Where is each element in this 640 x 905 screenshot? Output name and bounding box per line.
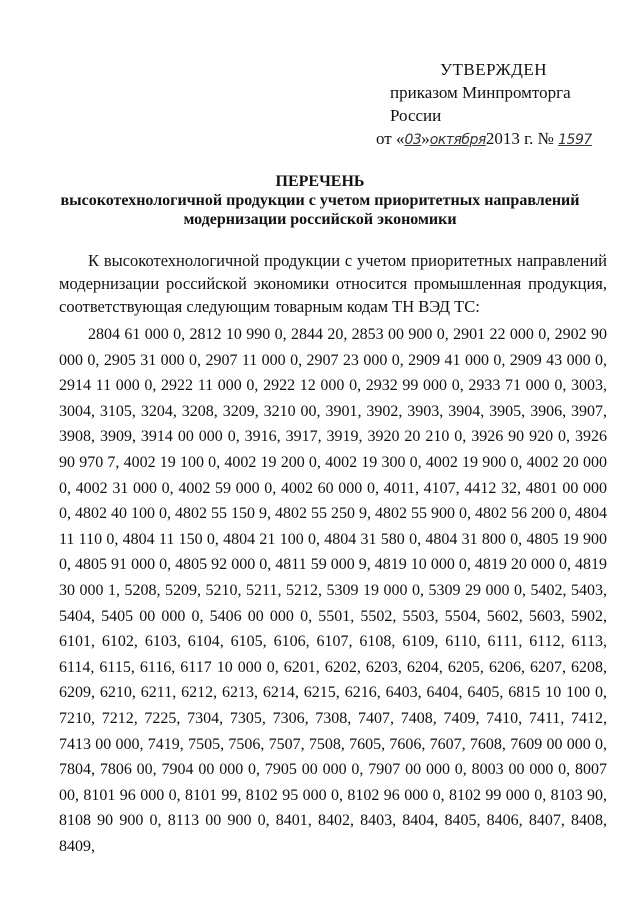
approval-date-line bbox=[376, 127, 620, 152]
order-number-handwritten: 1597 bbox=[558, 132, 592, 148]
date-prefix: от « bbox=[376, 129, 405, 148]
approval-order-line: приказом Минпромторга России bbox=[390, 83, 571, 125]
codes-paragraph: 2804 61 000 0, 2812 10 990 0, 2844 20, 2853 00 900 0, 2901 22 000 0, 2902 90 000 0, 2905 31 000 0, 2907 11 000 0, 2907 23 000 0, 2909 41 000 0, 2909 43 000 0, 2914 11 000 0, 2922 11 000 0, 2922 12 000 0, 2932 99 000 0, 2933 71 000 0, 3003, 3004, 3105, 3204, 3208, 3209, 3210 00, 3901, 3902, 3903, 3904, 3905, 3906, 3907, 3908, 3909, 3914 00 000 0, 3916, 3917, 3919, 3920 20 210 0, 3926 90 920 0, 3926 90 970 7, 4002 19 100 0, 4002 19 200 0, 4002 19 300 0, 4002 19 900 0, 4002 20 000 0, 4002 31 000 0, 4002 59 000 0, 4002 60 000 0, 4011, 4107, 4412 32, 4801 00 000 0, 4802 40 100 0, 4802 55 150 9, 4802 55 250 9, 4802 55 900 0, 4802 56 200 0, 4804 11 110 0, 4804 11 150 0, 4804 21 100 0, 4804 31 580 0, 4804 31 800 0, 4805 19 900 0, 4805 91 000 0, 4805 92 000 0, 4811 59 000 9, 4819 10 000 0, 4819 20 000 0, 4819 30 000 1, 5208, 5209, 5210, 5211, 5212, 5309 19 000 0, 5309 29 000 0, 5402, 5403, 5404, 5405 00 000 0, 5406 00 000 0, 5501, 5502, 5503, 5504, 5602, 5603, 5902, 6101, 6102, 6103, 6104, 6105, 6106, 6107, 6108, 6109, 6110, 6111, 6112, 6113, 6114, 6115, 6116, 6117 10 000 0, 6201, 6202, 6203, 6204, 6205, 6206, 6207, 6208, 6209, 6210, 6211, 6212, 6213, 6214, 6215, 6216, 6403, 6404, 6405, 6815 10 100 0, 7210, 7212, 7225, 7304, 7305, 7306, 7308, 7407, 7408, 7409, 7410, 7411, 7412, 7413 00 000, 7419, 7505, 7506, 7507, 7508, 7605, 7606, 7607, 7608, 7609 00 000 0, 7804, 7806 00, 7904 00 000 0, 7905 00 000 0, 7907 00 000 0, 8003 00 000 0, 8007 00, 8101 96 000 0, 8101 99, 8102 95 000 0, 8102 96 000 0, 8102 99 000 0, 8103 90, 8108 90 900 0, 8113 00 900 0, 8401, 8402, 8403, 8404, 8405, 8406, 8407, 8408, 8409, bbox=[59, 326, 607, 855]
date-year: 2013 г. № bbox=[485, 129, 559, 148]
intro-paragraph: К высокотехнологичной продукции с учетом приоритетных направлений модернизации российской экономики относится промышленная продукция, соответствующая следующим товарным кодам ТН ВЭД ТС: bbox=[59, 251, 607, 316]
title-line-2: высокотехнологичной продукции с учетом приоритетных направлений bbox=[60, 192, 580, 209]
date-month-handwritten: октября bbox=[429, 132, 486, 148]
document-title bbox=[60, 172, 580, 229]
approval-stamp bbox=[370, 58, 620, 152]
approval-title: УТВЕРЖДЕН bbox=[440, 60, 547, 79]
title-line-3: модернизации российской экономики bbox=[183, 211, 457, 228]
date-mid: » bbox=[421, 129, 430, 148]
title-line-1: ПЕРЕЧЕНЬ bbox=[275, 173, 365, 190]
date-day-handwritten: 03 bbox=[404, 132, 422, 148]
